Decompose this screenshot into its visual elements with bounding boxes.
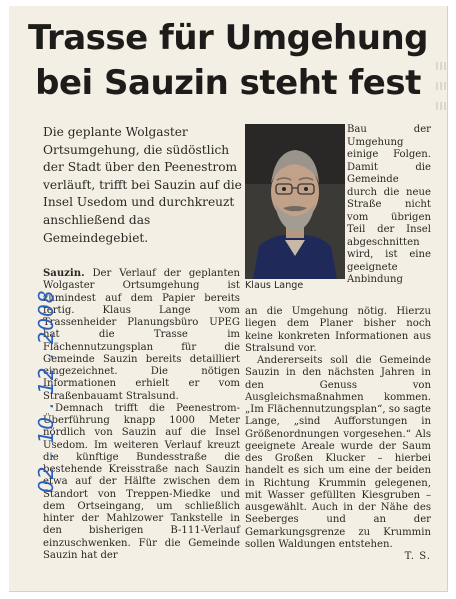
- dateline: Sauzin.: [43, 268, 85, 279]
- lead-paragraph: Die geplante Wolgaster Ortsumgehung, die südöstlich der Stadt über den Peenestrom verläuft, trifft bei Sauzin auf die Insel Usedom und durchkreuzt anschließend das Gemeindegebiet.: [43, 125, 242, 245]
- paragraph-continuation: Bau der Umgehung einige Folgen. Damit die Gemeinde durch die neue Straße nicht vom übrigen Teil der Insel abgeschnitten wird, ist eine geeignete Anbindung: [347, 124, 431, 285]
- portrait-photo: [245, 124, 345, 279]
- portrait-photo-image: [245, 124, 345, 279]
- author-signature: T. S.: [404, 551, 431, 562]
- photo-caption: Klaus Lange: [245, 280, 304, 291]
- print-bleed: [436, 62, 448, 70]
- headline-line-1: Trasse für Umgehung: [27, 18, 429, 58]
- paragraph: [43, 268, 240, 403]
- headline: [21, 16, 435, 106]
- print-bleed: [436, 102, 448, 110]
- paragraph: an die Umgehung nötig. Hierzu liegen dem Planer bisher noch keine konkreten Informationen aus Stralsund vor.: [245, 306, 431, 354]
- paragraph: Andererseits soll die Gemeinde Sauzin in den nächsten Jahren in den Genuss von Ausgleichsmaßnahmen kommen. „Im Flächennutzungsplan“, so sagte Lange, „sind Aufforstungen in Größenordnungen vorgesehen.“ Als geeignete Areale wurde der Saum des Großen Klucker – hierbei handelt es sich um eine der beiden in Richtung Krummin gelegenen, mit Wasser gefüllten Kiesgruben – ausgewählt. Auch in der Nähe des Seeberges und an der Gemarkungsgrenze zu Krummin sollen Waldungen entstehen.: [245, 355, 431, 550]
- paragraph: Demnach trifft die Peenestrom-Überführung knapp 1000 Meter nördlich von Sauzin auf die Insel Usedom. Im weiteren Verlauf kreuzt die künftige Bundesstraße die bestehende Kreisstraße nach Sauzin etwa auf der Hälfte zwischen dem Standort von Treppen-Miedke und dem Ortseingang, um schließlich hinter der Mahlzower Tankstelle in den bisherigen B-111-Verlauf einzuschwenken. Für die Gemeinde Sauzin hat der: [43, 402, 240, 561]
- column-right: [245, 306, 431, 563]
- column-left: [43, 268, 240, 562]
- column-text-beside-photo: [347, 124, 431, 287]
- paragraph-text: Der Verlauf der geplanten Wolgaster Ortsumgehung ist zumindest auf dem Papier bereits fertig. Klaus Lange vom Trassenheider Planungsbüro UPEG hat die Trasse im Flächennutzungsplan für die Gemeinde Sauzin bereits detailliert eingezeichnet. Die nötigen Informationen erhielt er vom Straßenbauamt Stralsund.: [43, 268, 240, 402]
- handwritten-date-note: 02 . 10 . 12 . 2008: [34, 289, 58, 493]
- newspaper-clipping: [9, 6, 448, 592]
- headline-line-2: bei Sauzin steht fest: [35, 63, 421, 103]
- print-bleed: [436, 82, 448, 90]
